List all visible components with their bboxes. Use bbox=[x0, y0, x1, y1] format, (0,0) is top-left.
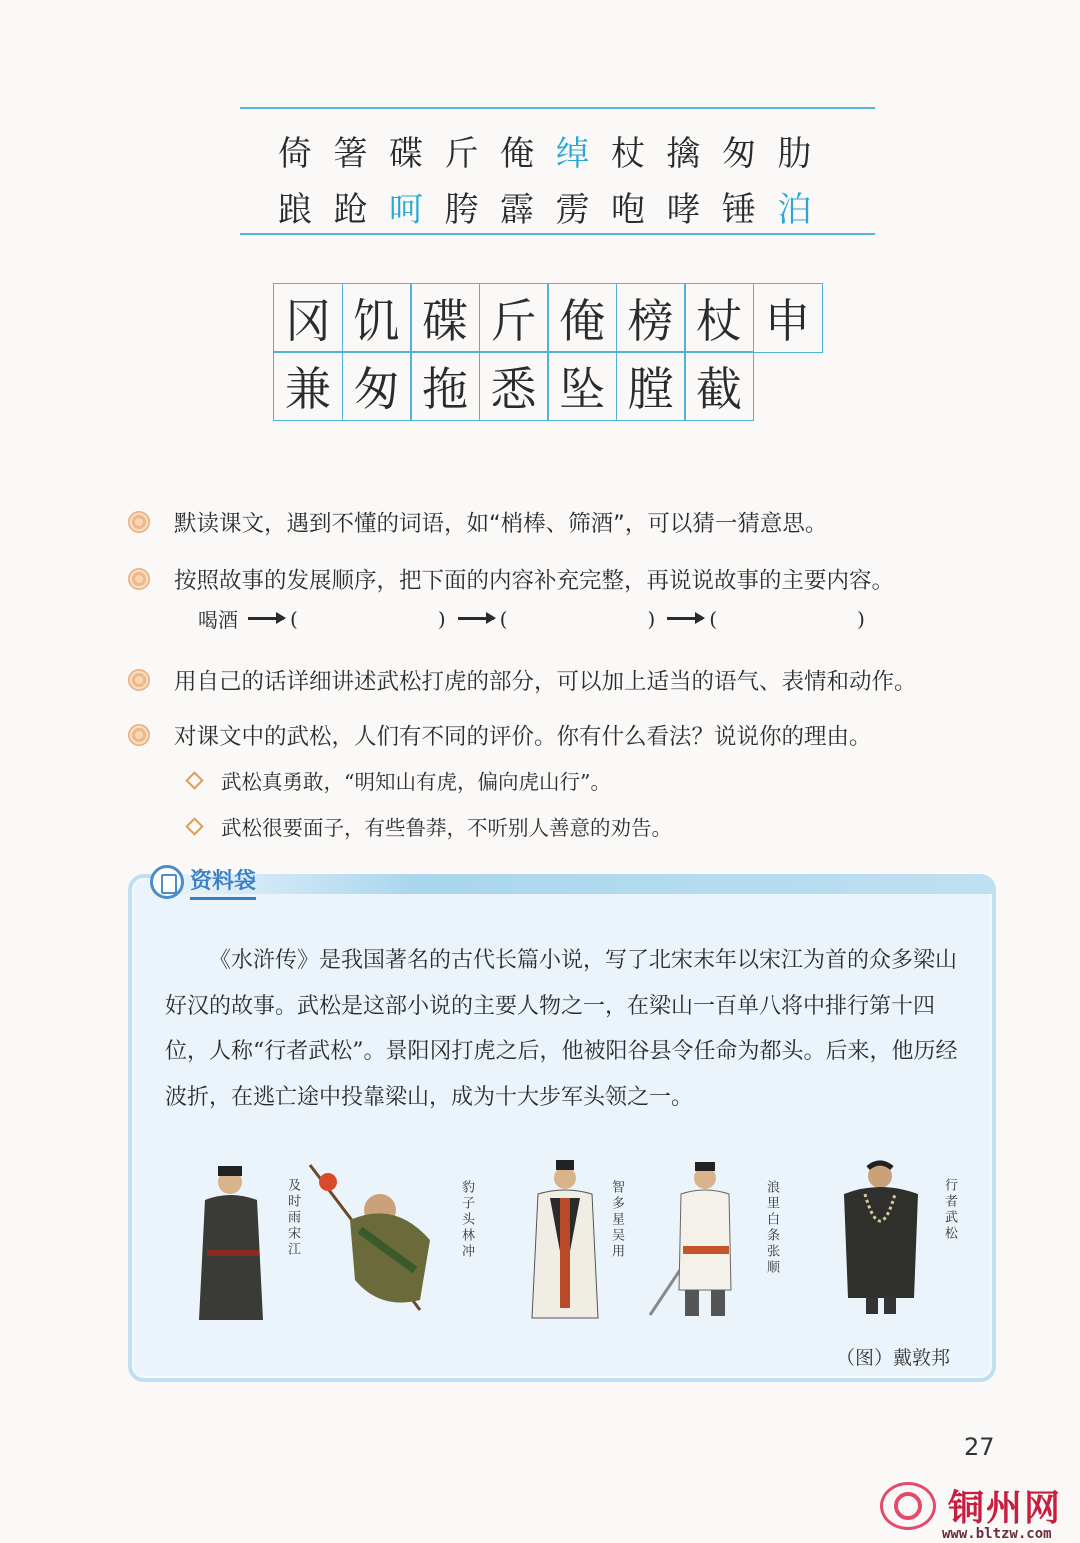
figure-song-jiang bbox=[185, 1160, 285, 1330]
diamond-icon bbox=[185, 817, 203, 835]
word-char: 杖 bbox=[611, 134, 645, 174]
question-text: 默读课文，遇到不懂的词语，如“梢棒、筛酒”，可以猜一猜意思。 bbox=[174, 511, 828, 537]
grid-cell: 申 bbox=[753, 283, 823, 353]
notebook-icon bbox=[150, 865, 184, 899]
story-flow bbox=[198, 604, 865, 633]
question-text: 对课文中的武松，人们有不同的评价。你有什么看法？说说你的理由。 bbox=[174, 724, 872, 750]
word-char: 碟 bbox=[389, 134, 423, 174]
word-char: 倚 bbox=[278, 134, 312, 174]
info-box-title: 资料袋 bbox=[190, 864, 256, 900]
question-1 bbox=[128, 506, 827, 538]
close-paren: ) bbox=[437, 606, 446, 631]
bullet-icon bbox=[128, 511, 150, 533]
grid-cell: 截 bbox=[684, 351, 754, 421]
word-char: 匆 bbox=[722, 134, 756, 174]
grid-row-2 bbox=[273, 353, 823, 422]
arrow-icon bbox=[248, 617, 284, 620]
grid-cell: 坠 bbox=[547, 351, 617, 421]
illustration-credit: （图）戴敦邦 bbox=[836, 1347, 951, 1369]
page-number: 27 bbox=[964, 1433, 995, 1461]
flow-start: 喝酒 bbox=[198, 608, 238, 632]
bottom-rule bbox=[240, 233, 875, 235]
arrow-icon bbox=[458, 617, 494, 620]
word-char: 箸 bbox=[333, 134, 368, 174]
word-char: 霹 bbox=[500, 190, 534, 230]
seal-icon bbox=[880, 1482, 936, 1530]
question-2 bbox=[128, 563, 894, 595]
word-char: 踉 bbox=[278, 190, 312, 230]
word-char: 擒 bbox=[666, 134, 701, 174]
figure-label-4: 浪里白条张顺 bbox=[764, 1180, 779, 1276]
bullet-icon bbox=[128, 669, 150, 691]
grid-cell: 杖 bbox=[684, 283, 754, 353]
word-char: 胯 bbox=[444, 190, 479, 230]
question-text: 按照故事的发展顺序，把下面的内容补充完整，再说说故事的主要内容。 bbox=[174, 568, 895, 594]
question-text: 用自己的话详细讲述武松打虎的部分，可以加上适当的语气、表情和动作。 bbox=[174, 669, 917, 695]
figure-wu-song bbox=[830, 1158, 930, 1318]
grid-row-1 bbox=[273, 284, 823, 353]
word-char: 雳 bbox=[555, 190, 590, 230]
opinion-text: 武松很要面子，有些鲁莽，不听别人善意的劝告。 bbox=[221, 816, 672, 840]
word-char: 哮 bbox=[666, 190, 701, 230]
top-rule bbox=[240, 107, 875, 109]
grid-cell: 冈 bbox=[273, 283, 343, 353]
watermark bbox=[880, 1480, 1063, 1542]
open-paren: ( bbox=[290, 606, 298, 631]
grid-cell: 膛 bbox=[616, 351, 686, 421]
figure-wu-yong bbox=[520, 1158, 610, 1323]
word-char: 肋 bbox=[777, 134, 812, 174]
grid-cell: 榜 bbox=[616, 283, 686, 353]
grid-cell: 碟 bbox=[410, 283, 480, 353]
word-char: 跄 bbox=[333, 190, 368, 230]
open-paren: ( bbox=[499, 606, 508, 631]
info-box-tag bbox=[150, 864, 256, 900]
writing-grid bbox=[273, 284, 823, 421]
figure-label-3: 智多星吴用 bbox=[609, 1180, 624, 1260]
grid-cell: 兼 bbox=[273, 351, 343, 421]
opinion-1 bbox=[188, 765, 611, 795]
word-row-1 bbox=[278, 126, 833, 175]
word-char: 俺 bbox=[500, 134, 534, 174]
grid-cell: 斤 bbox=[479, 283, 549, 353]
figure-lin-chong bbox=[300, 1160, 450, 1320]
figure-label-2: 豹子头林冲 bbox=[459, 1180, 474, 1260]
watermark-name: 铜州网 bbox=[948, 1488, 1063, 1529]
question-4 bbox=[128, 719, 872, 751]
info-box-band bbox=[168, 874, 996, 894]
figure-label-5: 行者武松 bbox=[942, 1178, 957, 1242]
opinion-2 bbox=[188, 811, 672, 841]
grid-cell: 匆 bbox=[342, 351, 412, 421]
word-char: 锤 bbox=[722, 190, 756, 230]
bullet-icon bbox=[128, 724, 150, 746]
figure-label-1: 及时雨宋江 bbox=[285, 1178, 300, 1258]
word-char: 绰 bbox=[555, 134, 590, 174]
question-3 bbox=[128, 664, 917, 696]
open-paren: ( bbox=[709, 606, 718, 631]
word-row-2 bbox=[278, 182, 833, 231]
grid-cell: 拖 bbox=[410, 351, 480, 421]
info-paragraph: 《水浒传》是我国著名的古代长篇小说，写了北宋末年以宋江为首的众多梁山好汉的故事。武松是这部小说的主要人物之一，在梁山一百单八将中排行第十四位，人称“行者武松”。景阳冈打虎之后，他被阳谷县令任命为都头。后来，他历经波折，在逃亡途中投靠梁山，成为十大步军头领之一。 bbox=[165, 948, 958, 1110]
word-char: 斤 bbox=[444, 134, 479, 174]
watermark-url: www.bltzw.com bbox=[942, 1526, 1052, 1542]
word-char: 咆 bbox=[611, 190, 645, 230]
figure-zhang-shun bbox=[645, 1160, 755, 1320]
grid-cell: 饥 bbox=[342, 283, 412, 353]
grid-cell: 悉 bbox=[479, 351, 549, 421]
diamond-icon bbox=[185, 771, 203, 789]
close-paren: ) bbox=[647, 606, 656, 631]
bullet-icon bbox=[128, 568, 150, 590]
word-char: 呵 bbox=[389, 190, 423, 230]
arrow-icon bbox=[667, 617, 703, 620]
grid-cell: 俺 bbox=[547, 283, 617, 353]
opinion-text: 武松真勇敢，“明知山有虎，偏向虎山行”。 bbox=[221, 770, 611, 794]
close-paren: ) bbox=[857, 606, 865, 631]
word-char: 泊 bbox=[777, 190, 812, 230]
